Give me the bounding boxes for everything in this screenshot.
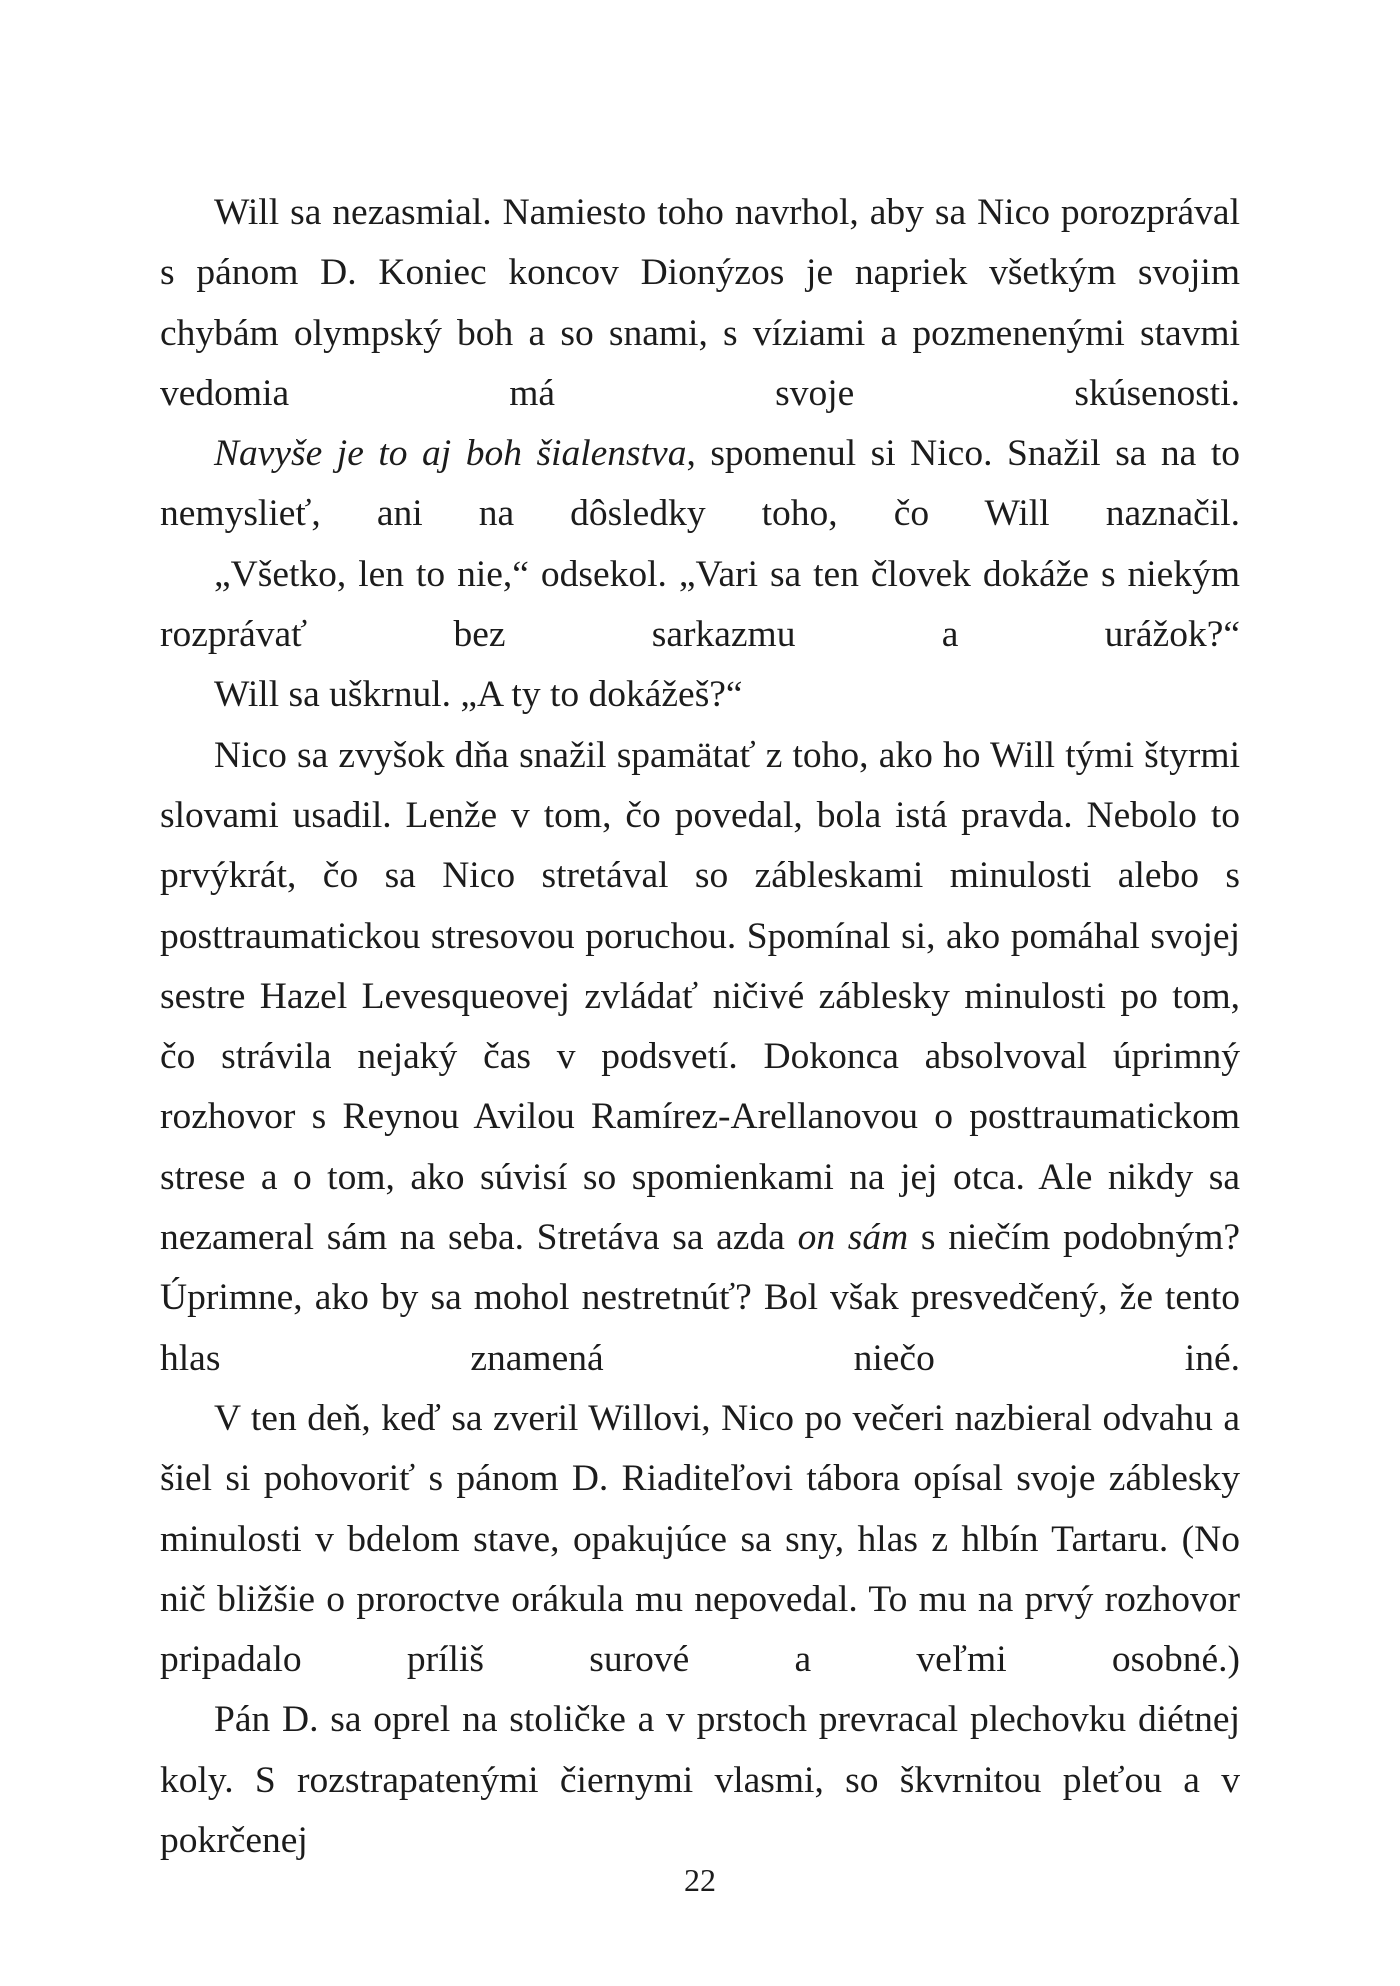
text-run: „Všetko, len to nie,“ odsekol. „Vari sa ten človek dokáže s niekým rozprávať bez sarkazmu a urážok?“ <box>160 553 1240 656</box>
paragraph <box>160 1389 1240 1690</box>
text-run: V ten deň, keď sa zveril Willovi, Nico po večeri nazbieral odvahu a šiel si pohovoriť s pánom D. Riaditeľovi tábora opísal svoje záblesky minulosti v bdelom stave, opakujúce sa sny, hlas z hlbín Tartaru. (No nič bližšie o proroctve orákula mu nepovedal. To mu na prvý rozhovor pripadalo príliš surové a veľmi osobné.) <box>160 1397 1240 1681</box>
text-run: Will sa nezasmial. Namiesto toho navrhol, aby sa Nico porozprával s pánom D. Koniec koncov Dionýzos je napriek všetkým svojim chybám olympský boh a so snami, s víziami a pozmenenými stavmi vedomia má svoje skúsenosti. <box>160 192 1240 414</box>
paragraph <box>160 545 1240 666</box>
paragraph <box>160 665 1240 725</box>
page-number: 22 <box>684 1862 716 1898</box>
body-text <box>160 183 1240 1871</box>
text-run: Pán D. sa oprel na stoličke a v prstoch prevracal plechovku diétnej koly. S rozstrapatenými čiernymi vlasmi, so škvrnitou pleťou a v pokrčenej <box>160 1699 1240 1862</box>
text-run-italic: on sám <box>797 1217 909 1259</box>
text-run-italic: Navyše je to aj boh šialenstva <box>214 433 687 475</box>
paragraph <box>160 1690 1240 1871</box>
text-run: s niečím podobným? Úprimne, ako by sa mohol nestretnúť? Bol však presvedčený, že tento hlas znamená niečo iné. <box>160 1217 1241 1379</box>
text-run: Will sa uškrnul. „A ty to dokážeš?“ <box>214 674 743 716</box>
text-run: Nico sa zvyšok dňa snažil spamätať z toho, ako ho Will tými štyrmi slovami usadil. Lenže v tom, čo povedal, bola istá pravda. Nebolo to prvýkrát, čo sa Nico stretával so zábleskami minulosti alebo s posttraumatickou stresovou poruchou. Spomínal si, ako pomáhal svojej sestre Hazel Levesqueovej zvládať ničivé záblesky minulosti po tom, čo strávila nejaký čas v podsvetí. Dokonca absolvoval úprimný rozhovor s Reynou Avilou Ramírez-Arellanovou o posttraumatickom strese a o tom, ako súvisí so spomienkami na jej otca. Ale nikdy sa nezameral sám na seba. Stretáva sa azda <box>160 734 1240 1259</box>
paragraph <box>160 424 1240 545</box>
text-run: , spomenul si Nico. Snažil sa na to nemyslieť, ani na dôsledky toho, čo Will naznačil. <box>160 433 1241 535</box>
paragraph <box>160 183 1240 424</box>
paragraph <box>160 726 1240 1389</box>
